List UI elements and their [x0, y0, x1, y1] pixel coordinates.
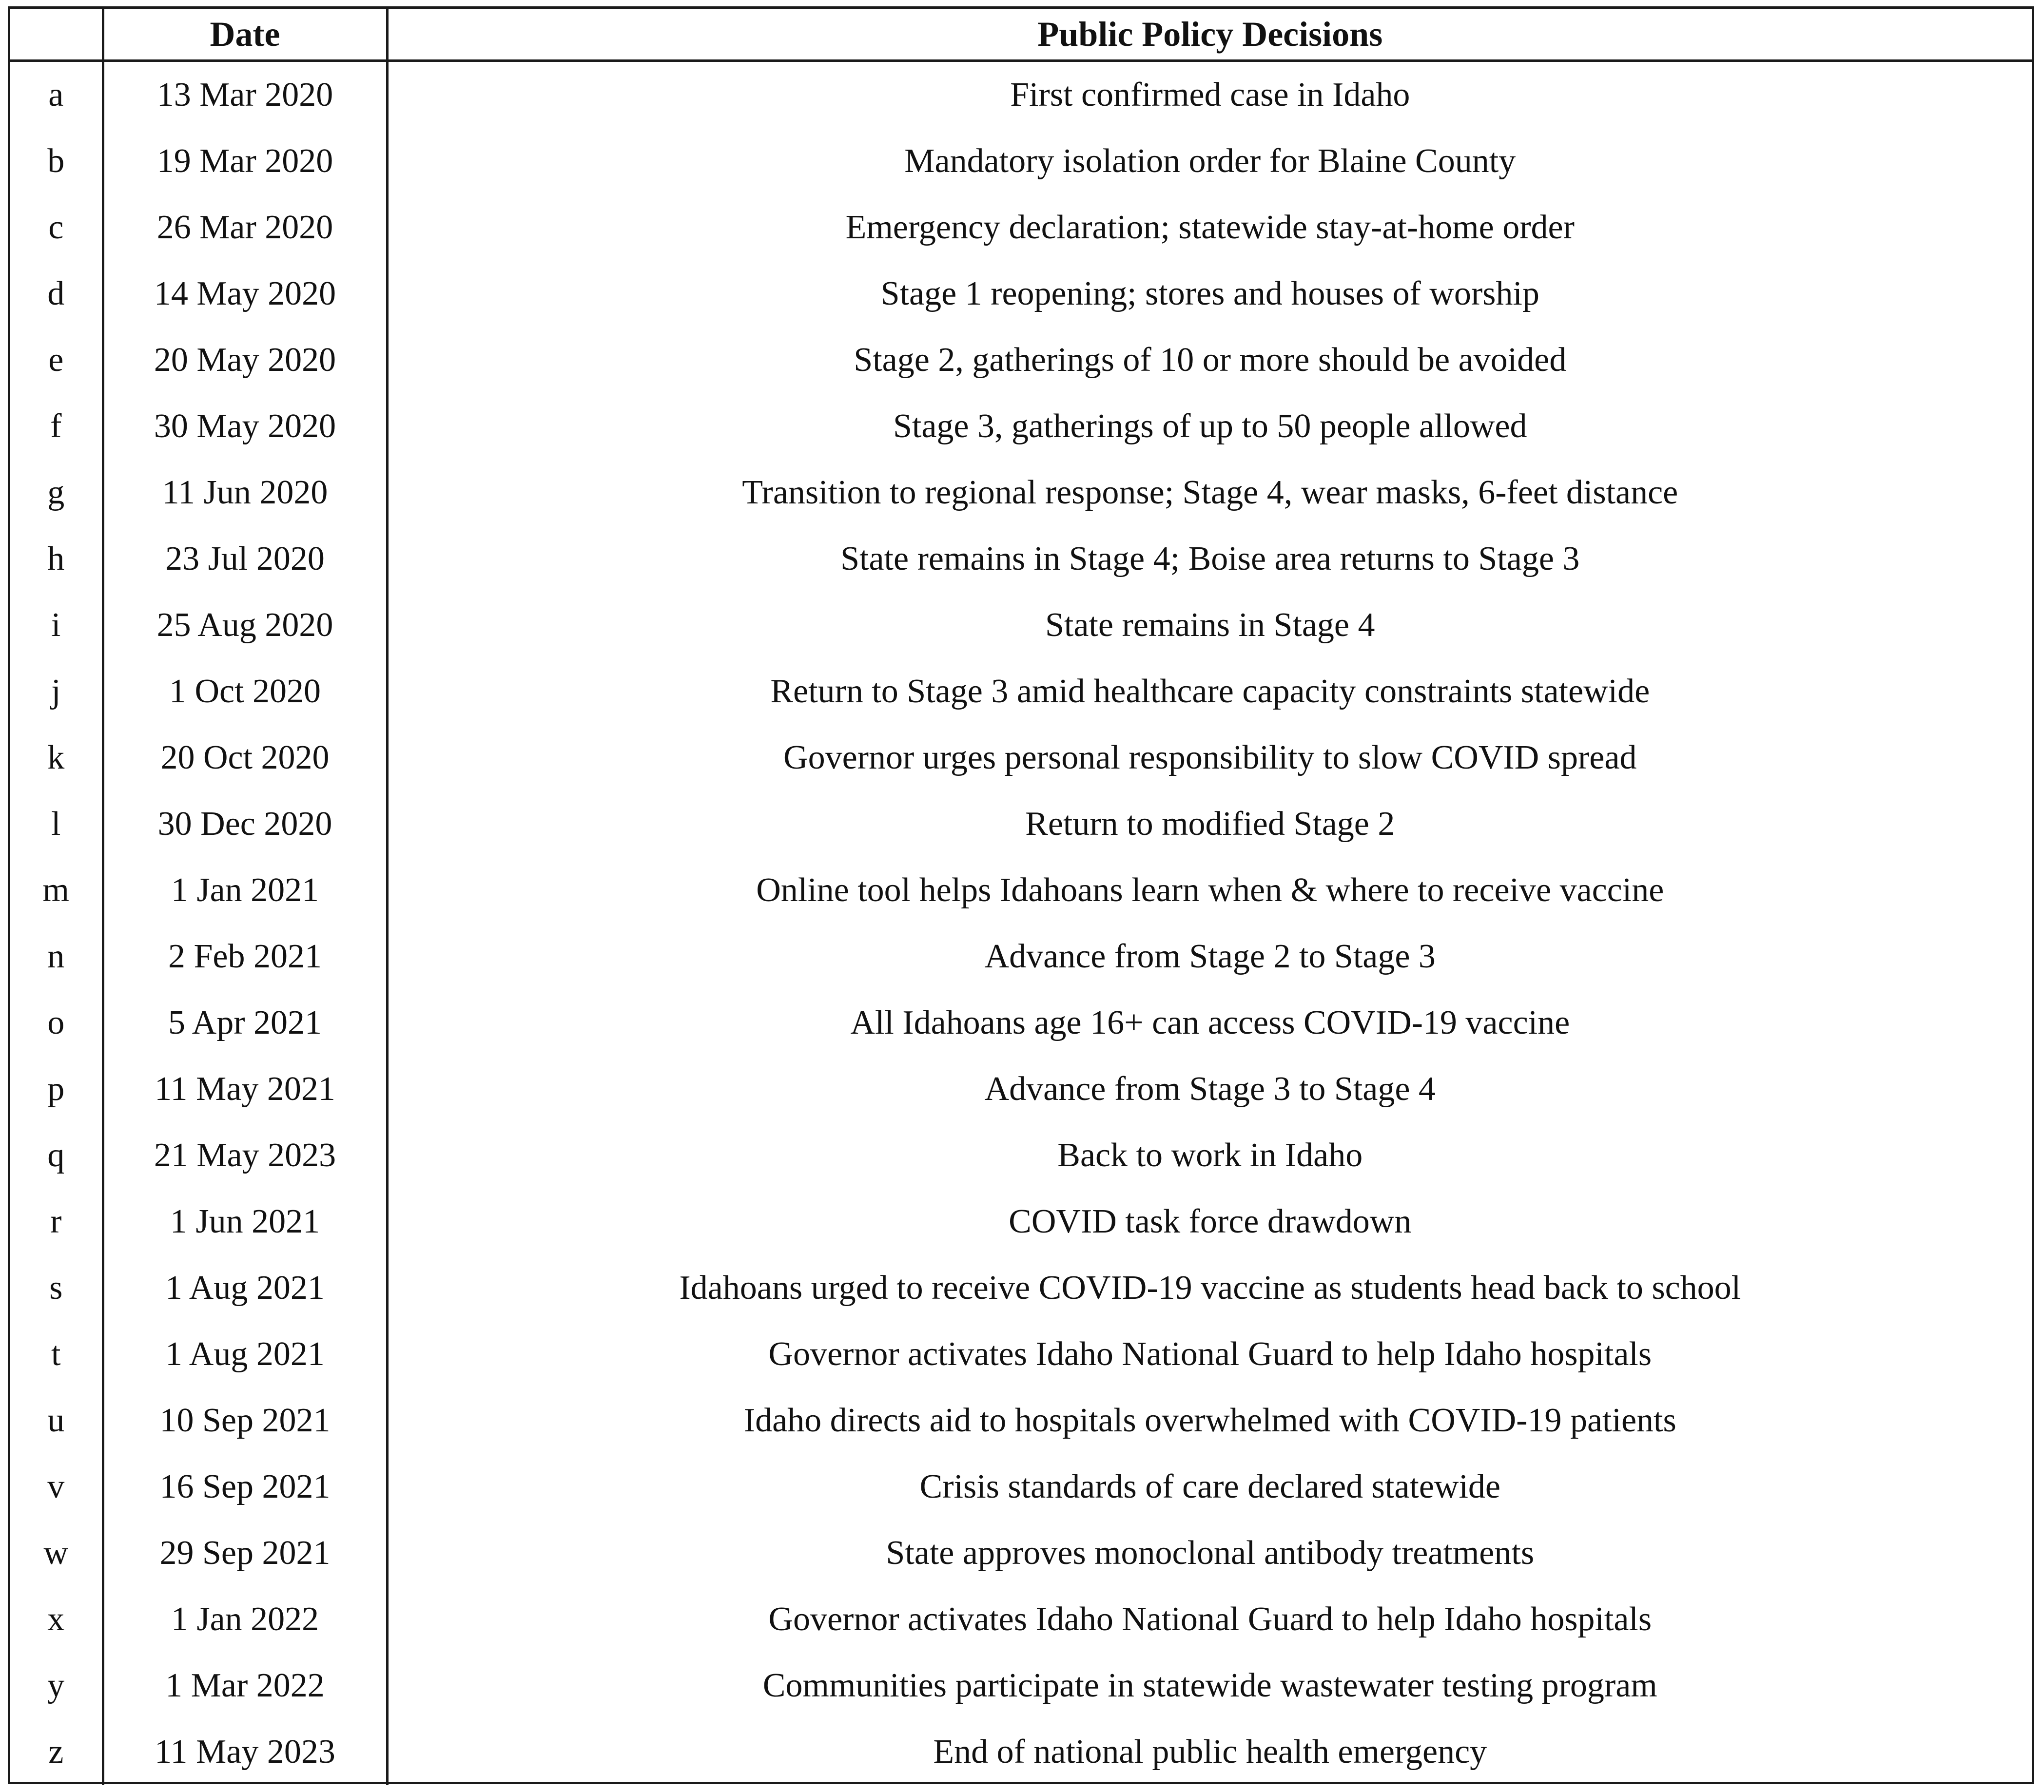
row-decision-cell: Back to work in Idaho: [387, 1122, 2032, 1189]
row-id-cell: d: [47, 275, 65, 312]
table-row: [10, 1653, 2032, 1719]
row-id-cell: w: [43, 1534, 69, 1572]
row-decision-cell: Advance from Stage 3 to Stage 4: [387, 1056, 2032, 1122]
row-id-cell: u: [47, 1402, 65, 1439]
row-date-cell: 2 Feb 2021: [103, 924, 387, 990]
header-row: [10, 9, 2032, 61]
row-date-cell: 10 Sep 2021: [103, 1387, 387, 1454]
policy-decisions-table: [10, 9, 2032, 1785]
table-row: [10, 194, 2032, 261]
row-id-cell: x: [47, 1600, 65, 1638]
row-decision-cell: Online tool helps Idahoans learn when & where to receive vaccine: [387, 857, 2032, 924]
row-id-cell: h: [47, 540, 65, 578]
row-date-cell: 11 May 2023: [103, 1719, 387, 1785]
row-id-cell: n: [47, 938, 65, 975]
table-row: [10, 1586, 2032, 1653]
row-decision-cell: End of national public health emergency: [387, 1719, 2032, 1785]
row-date-cell: 21 May 2023: [103, 1122, 387, 1189]
table-row: [10, 1321, 2032, 1387]
row-decision-cell: First confirmed case in Idaho: [387, 61, 2032, 129]
table-row: [10, 61, 2032, 129]
row-id-cell: v: [47, 1468, 65, 1505]
table-row: [10, 1122, 2032, 1189]
row-id-cell: a: [48, 76, 64, 114]
row-decision-cell: Mandatory isolation order for Blaine County: [387, 128, 2032, 194]
row-date-cell: 13 Mar 2020: [103, 61, 387, 129]
row-decision-cell: Return to modified Stage 2: [387, 791, 2032, 857]
row-date-cell: 30 Dec 2020: [103, 791, 387, 857]
table-row: [10, 791, 2032, 857]
row-decision-cell: Idaho directs aid to hospitals overwhelmed with COVID-19 patients: [387, 1387, 2032, 1454]
table-row: [10, 990, 2032, 1056]
row-decision-cell: Stage 1 reopening; stores and houses of worship: [387, 261, 2032, 327]
row-date-cell: 16 Sep 2021: [103, 1454, 387, 1520]
row-date-cell: 25 Aug 2020: [103, 592, 387, 658]
table-body: [10, 61, 2032, 1786]
row-decision-cell: Crisis standards of care declared statewide: [387, 1454, 2032, 1520]
table-row: [10, 327, 2032, 393]
row-decision-cell: Transition to regional response; Stage 4, wear masks, 6-feet distance: [387, 460, 2032, 526]
row-decision-cell: Governor activates Idaho National Guard to help Idaho hospitals: [387, 1321, 2032, 1387]
row-id-cell: m: [42, 871, 69, 909]
table-row: [10, 393, 2032, 460]
row-id-cell: p: [47, 1070, 65, 1108]
table-row: [10, 526, 2032, 592]
row-date-cell: 20 Oct 2020: [103, 725, 387, 791]
table-header: [10, 9, 2032, 61]
row-id-cell: f: [50, 407, 62, 445]
header-id: [10, 9, 103, 61]
row-date-cell: 11 May 2021: [103, 1056, 387, 1122]
row-date-cell: 19 Mar 2020: [103, 128, 387, 194]
row-id-cell: s: [49, 1269, 63, 1307]
row-date-cell: 1 Oct 2020: [103, 658, 387, 725]
row-date-cell: 1 Mar 2022: [103, 1653, 387, 1719]
row-decision-cell: Stage 3, gatherings of up to 50 people allowed: [387, 393, 2032, 460]
row-decision-cell: Advance from Stage 2 to Stage 3: [387, 924, 2032, 990]
row-decision-cell: Communities participate in statewide wastewater testing program: [387, 1653, 2032, 1719]
row-date-cell: 1 Jun 2021: [103, 1189, 387, 1255]
header-policy-decisions: Public Policy Decisions: [387, 9, 2032, 61]
row-decision-cell: Governor activates Idaho National Guard to help Idaho hospitals: [387, 1586, 2032, 1653]
table-row: [10, 1454, 2032, 1520]
table-row: [10, 1719, 2032, 1785]
row-date-cell: 23 Jul 2020: [103, 526, 387, 592]
table-row: [10, 857, 2032, 924]
row-date-cell: 1 Aug 2021: [103, 1255, 387, 1321]
row-decision-cell: Idahoans urged to receive COVID-19 vaccine as students head back to school: [387, 1255, 2032, 1321]
row-decision-cell: Stage 2, gatherings of 10 or more should be avoided: [387, 327, 2032, 393]
row-id-cell: e: [48, 341, 64, 379]
row-id-cell: y: [47, 1667, 65, 1704]
row-id-cell: q: [47, 1137, 65, 1174]
row-id-cell: k: [47, 739, 65, 776]
row-date-cell: 14 May 2020: [103, 261, 387, 327]
row-decision-cell: All Idahoans age 16+ can access COVID-19 vaccine: [387, 990, 2032, 1056]
row-id-cell: c: [48, 209, 64, 246]
row-date-cell: 1 Jan 2021: [103, 857, 387, 924]
row-id-cell: z: [48, 1733, 64, 1771]
row-decision-cell: Return to Stage 3 amid healthcare capacity constraints statewide: [387, 658, 2032, 725]
row-date-cell: 11 Jun 2020: [103, 460, 387, 526]
table-row: [10, 1255, 2032, 1321]
row-id-cell: j: [51, 673, 61, 710]
row-decision-cell: Emergency declaration; statewide stay-at-home order: [387, 194, 2032, 261]
row-id-cell: r: [50, 1203, 62, 1240]
table-row: [10, 128, 2032, 194]
row-decision-cell: State approves monoclonal antibody treatments: [387, 1520, 2032, 1586]
row-decision-cell: State remains in Stage 4: [387, 592, 2032, 658]
row-id-cell: i: [51, 606, 61, 644]
row-id-cell: b: [47, 142, 65, 180]
table-row: [10, 261, 2032, 327]
table-row: [10, 658, 2032, 725]
row-decision-cell: Governor urges personal responsibility to slow COVID spread: [387, 725, 2032, 791]
row-date-cell: 20 May 2020: [103, 327, 387, 393]
row-date-cell: 26 Mar 2020: [103, 194, 387, 261]
table-row: [10, 592, 2032, 658]
table-row: [10, 924, 2032, 990]
policy-table-container: [8, 6, 2034, 1784]
table-row: [10, 1056, 2032, 1122]
table-row: [10, 460, 2032, 526]
row-id-cell: l: [51, 805, 61, 843]
row-decision-cell: COVID task force drawdown: [387, 1189, 2032, 1255]
table-row: [10, 1387, 2032, 1454]
table-row: [10, 1520, 2032, 1586]
table-row: [10, 725, 2032, 791]
row-date-cell: 5 Apr 2021: [103, 990, 387, 1056]
table-row: [10, 1189, 2032, 1255]
row-date-cell: 1 Jan 2022: [103, 1586, 387, 1653]
row-id-cell: t: [51, 1335, 61, 1373]
row-id-cell: o: [47, 1004, 65, 1041]
header-date: Date: [103, 9, 387, 61]
row-date-cell: 30 May 2020: [103, 393, 387, 460]
row-decision-cell: State remains in Stage 4; Boise area returns to Stage 3: [387, 526, 2032, 592]
row-date-cell: 29 Sep 2021: [103, 1520, 387, 1586]
row-date-cell: 1 Aug 2021: [103, 1321, 387, 1387]
row-id-cell: g: [47, 474, 65, 511]
